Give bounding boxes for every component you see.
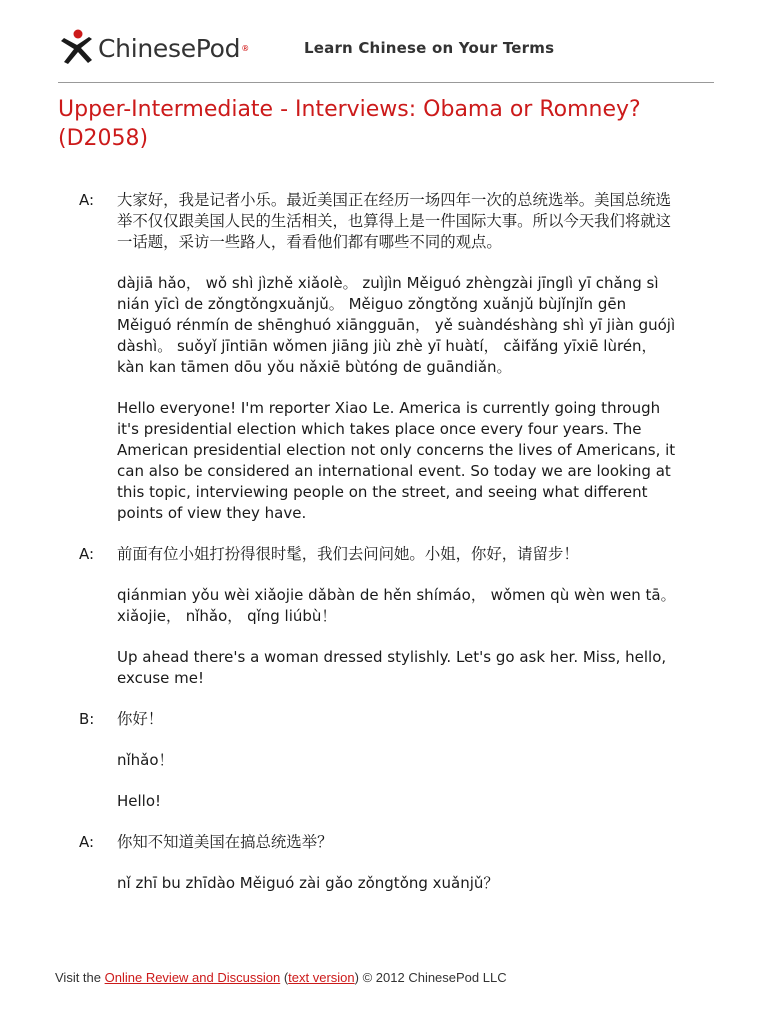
pinyin-line: qiánmian yǒu wèi xiǎojie dǎbàn de hěn shímáo， wǒmen qù wèn wen tā。 xiǎojie， nǐhǎo， qǐng liúbù！ <box>117 586 676 625</box>
speaker-label: B: <box>79 710 95 728</box>
tagline: Learn Chinese on Your Terms <box>304 39 555 57</box>
brand-name: ChinesePod <box>98 33 241 63</box>
page-footer <box>55 970 507 985</box>
speaker-label: A: <box>79 833 95 851</box>
chinese-line: 你好！ <box>117 710 164 728</box>
page-title: Upper-Intermediate - Interviews: Obama or Romney?(D2058) <box>58 97 641 151</box>
header-divider <box>58 82 714 83</box>
dialogue-turn <box>0 544 768 689</box>
page-header <box>58 28 714 82</box>
english-line: Hello everyone! I'm reporter Xiao Le. America is currently going through it's presidential election which takes place once every four years. The American presidential election not only concerns the lives of Americans, it can also be considered an international event. So today we are looking at this topic, interviewing people on the street, and seeing what different points of view they have. <box>117 399 676 522</box>
chinese-line: 前面有位小姐打扮得很时髦，我们去问问她。小姐，你好，请留步！ <box>117 545 579 563</box>
pinyin-line: dàjiā hǎo， wǒ shì jìzhě xiǎolè。 zuìjìn Měiguó zhèngzài jīnglì yī chǎng sì nián yīcì de zǒngtǒngxuǎnjǔ。 Měiguo zǒngtǒng xuǎnjǔ bùjǐnjǐn gēn Měiguó rénmín de shēnghuó xiāngguān， yě suàndéshàng shì yī jiàn guójì dàshì。 suǒyǐ jīntiān wǒmen jiāng jiù zhè yī huàtí， cǎifǎng yīxiē lùrén， kàn kan tāmen dōu yǒu nǎxiē bùtóng de guāndiǎn。 <box>117 274 676 376</box>
chinesepod-logo[interactable] <box>58 28 249 68</box>
english-line: Up ahead there's a woman dressed stylishly. Let's go ask her. Miss, hello, excuse me! <box>117 648 667 687</box>
chinese-line: 你知不知道美国在搞总统选举？ <box>117 833 333 851</box>
speaker-label: A: <box>79 545 95 563</box>
dialogue-turn <box>0 709 768 812</box>
text-version-link[interactable]: text version <box>288 970 355 985</box>
speaker-label: A: <box>79 191 95 209</box>
dialogue-turn <box>0 832 768 894</box>
pinyin-line: nǐhǎo！ <box>117 751 174 769</box>
footer-paren: ( <box>280 970 289 985</box>
english-line: Hello! <box>117 792 162 810</box>
dialogue-turn <box>0 190 768 524</box>
registered-mark: ® <box>241 43 250 53</box>
chinesepod-mark-icon <box>58 29 94 67</box>
chinese-line: 大家好，我是记者小乐。最近美国正在经历一场四年一次的总统选举。美国总统选举不仅仅跟美国人民的生活相关，也算得上是一件国际大事。所以今天我们将就这一话题，采访一些路人，看看他们都有哪些不同的观点。 <box>117 191 672 251</box>
footer-prefix: Visit the <box>55 970 105 985</box>
dialogue <box>0 190 768 914</box>
online-review-link[interactable]: Online Review and Discussion <box>104 970 281 985</box>
footer-copyright: ) © 2012 ChinesePod LLC <box>354 970 507 985</box>
pinyin-line: nǐ zhī bu zhīdào Měiguó zài gǎo zǒngtǒng xuǎnjǔ？ <box>117 874 499 892</box>
